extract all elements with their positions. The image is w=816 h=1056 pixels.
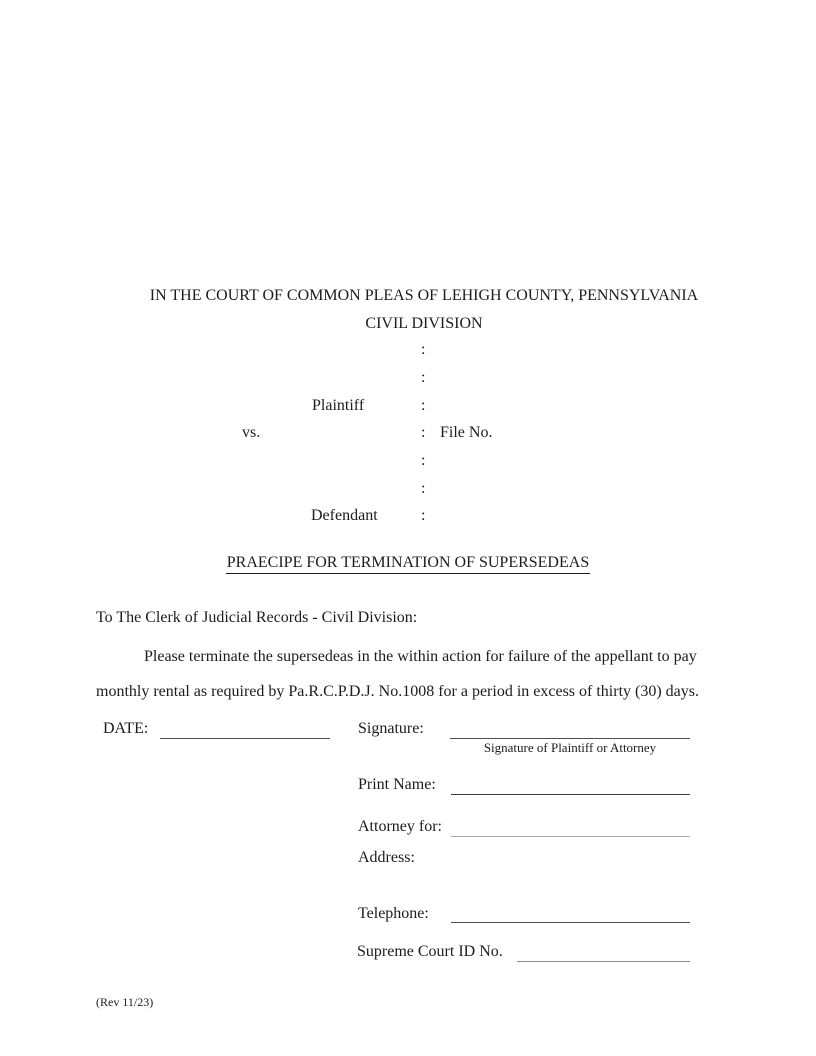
signature-label: Signature:: [358, 720, 424, 737]
caption-colon: :: [421, 397, 426, 414]
caption-colon: :: [421, 369, 426, 386]
address-label: Address:: [358, 849, 415, 866]
caption-colon: :: [421, 424, 426, 441]
print-name-field[interactable]: [451, 775, 690, 795]
document-title-row: [0, 553, 816, 574]
telephone-field[interactable]: [451, 903, 690, 923]
court-division-heading: CIVIL DIVISION: [365, 315, 483, 332]
document-title: PRAECIPE FOR TERMINATION OF SUPERSEDEAS: [226, 553, 590, 574]
signature-caption: Signature of Plaintiff or Attorney: [483, 740, 657, 755]
caption-colon: :: [421, 341, 426, 358]
salutation: To The Clerk of Judicial Records - Civil Division:: [96, 609, 418, 626]
caption-colon: :: [421, 507, 426, 524]
supreme-court-id-field[interactable]: [517, 942, 690, 962]
date-field[interactable]: [160, 719, 330, 739]
court-name-heading: IN THE COURT OF COMMON PLEAS OF LEHIGH COUNTY, PENNSYLVANIA: [149, 287, 699, 304]
revision-note: (Rev 11/23): [96, 995, 154, 1009]
print-name-label: Print Name:: [358, 776, 436, 793]
plaintiff-label: Plaintiff: [312, 397, 365, 414]
date-label: DATE:: [103, 720, 149, 737]
attorney-for-label: Attorney for:: [358, 818, 442, 835]
vs-label: vs.: [242, 424, 261, 441]
body-paragraph: Please terminate the supersedeas in the within action for failure of the appellant to pay monthly rental as required by Pa.R.C.P.D.J. No.1008 for a period in excess of thirty (30) days.: [96, 648, 700, 700]
attorney-for-field[interactable]: [451, 817, 690, 837]
caption-colon: :: [421, 452, 426, 469]
defendant-label: Defendant: [311, 507, 378, 524]
caption-colon: :: [421, 480, 426, 497]
file-no-label: File No.: [440, 424, 493, 441]
supreme-court-id-label: Supreme Court ID No.: [357, 943, 503, 960]
telephone-label: Telephone:: [358, 905, 429, 922]
signature-field[interactable]: [450, 719, 690, 739]
